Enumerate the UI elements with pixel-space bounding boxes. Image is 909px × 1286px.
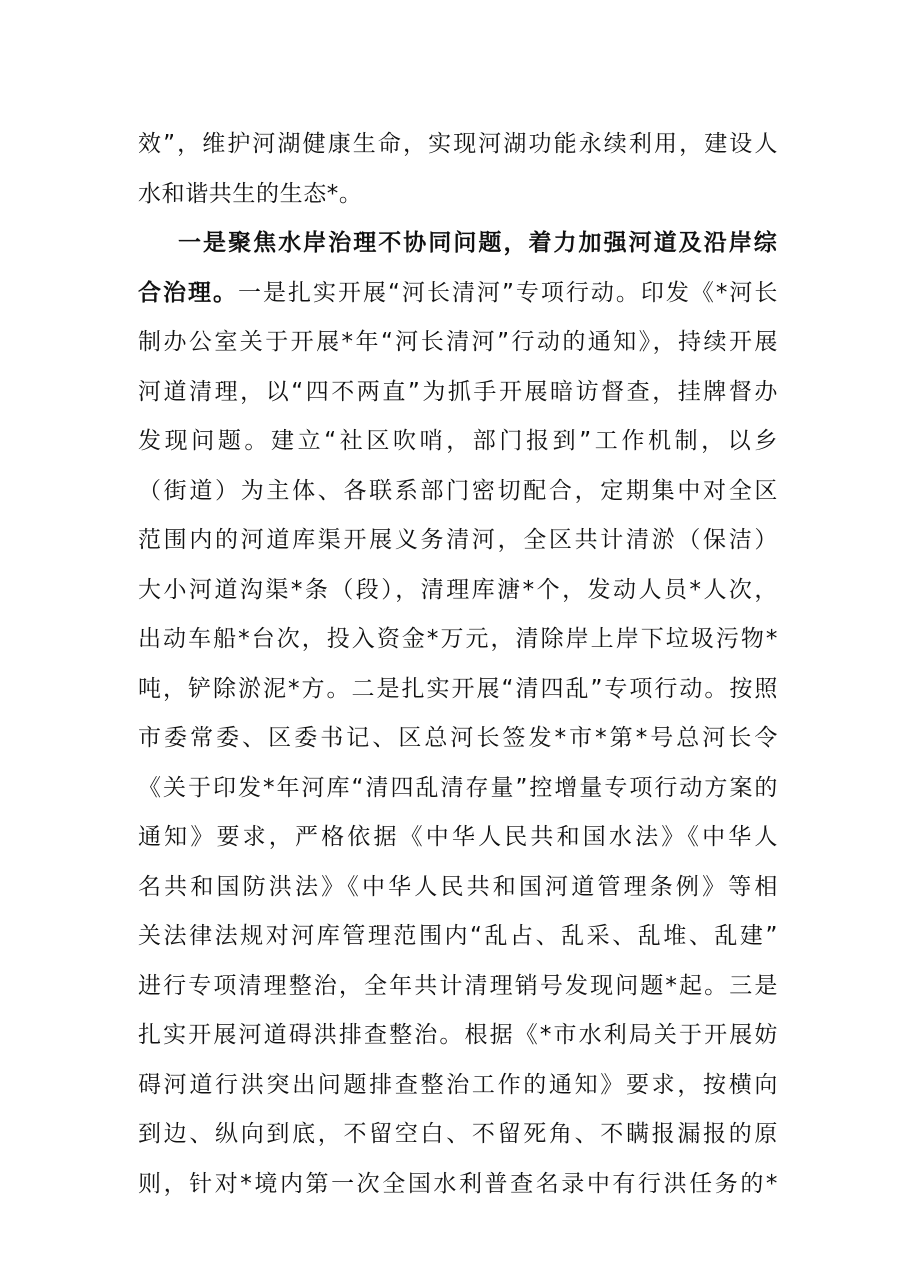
text-line-21: 到边、纵向到底，不留空白、不留死角、不瞒报漏报的原 [138, 1121, 778, 1147]
text-line-14: 《关于印发*年河库“清四乱清存量”控增量专项行动方案的 [138, 774, 778, 801]
text-line-8: （街道）为主体、各联系部门密切配合，定期集中对全区 [138, 477, 778, 504]
text-line-13: 市委常委、区委书记、区总河长签发*市*第*号总河长令 [138, 725, 778, 751]
text-line-12: 吨，铲除淤泥*方。二是扎实开展“清四乱”专项行动。按照 [138, 675, 778, 702]
text-line-22: 则，针对*境内第一次全国水利普查名录中有行洪任务的* [138, 1170, 778, 1197]
text-line-19: 扎实开展河道碍洪排查整治。根据《*市水利局关于开展妨 [138, 1022, 778, 1048]
text-line-11: 出动车船*台次，投入资金*万元，清除岸上岸下垃圾污物* [138, 626, 778, 652]
text-line-16: 名共和国防洪法》《中华人民共和国河道管理条例》等相 [138, 873, 778, 900]
text-line-20: 碍河道行洪突出问题排查整治工作的通知》要求，按横向 [138, 1071, 778, 1098]
text-line-1: 效”，维护河湖健康生命，实现河湖功能永续利用，建设人 [138, 131, 778, 157]
text-line-6: 河道清理，以“四不两直”为抓手开展暗访督查，挂牌督办 [138, 378, 778, 405]
section-heading-line-1: 一是聚焦水岸治理不协同问题，着力加强河道及沿岸综 [178, 230, 778, 256]
section-heading-line-2: 合治理。 [138, 279, 239, 306]
text-line-5: 制办公室关于开展*年“河长清河”行动的通知》，持续开展 [138, 329, 778, 355]
document-body [138, 120, 778, 1209]
text-line-18: 进行专项清理整治，全年共计清理销号发现问题*起。三是 [138, 972, 778, 999]
text-line-2: 水和谐共生的生态*。 [138, 180, 363, 207]
text-line-9: 范围内的河道库渠开展义务清河，全区共计清淤（保洁） [138, 527, 778, 553]
text-line-10: 大小河道沟渠*条（段），清理库溏*个，发动人员*人次， [138, 576, 778, 603]
text-line-7: 发现问题。建立“社区吹哨，部门报到”工作机制，以乡 [138, 428, 778, 454]
text-line-4 [138, 269, 778, 319]
text-line-17: 关法律法规对河库管理范围内“乱占、乱采、乱堆、乱建” [138, 923, 778, 949]
text-line-15: 通知》要求，严格依据《中华人民共和国水法》《中华人 [138, 824, 778, 850]
text-line-4-body: 一是扎实开展“河长清河”专项行动。印发《*河长 [238, 279, 778, 306]
